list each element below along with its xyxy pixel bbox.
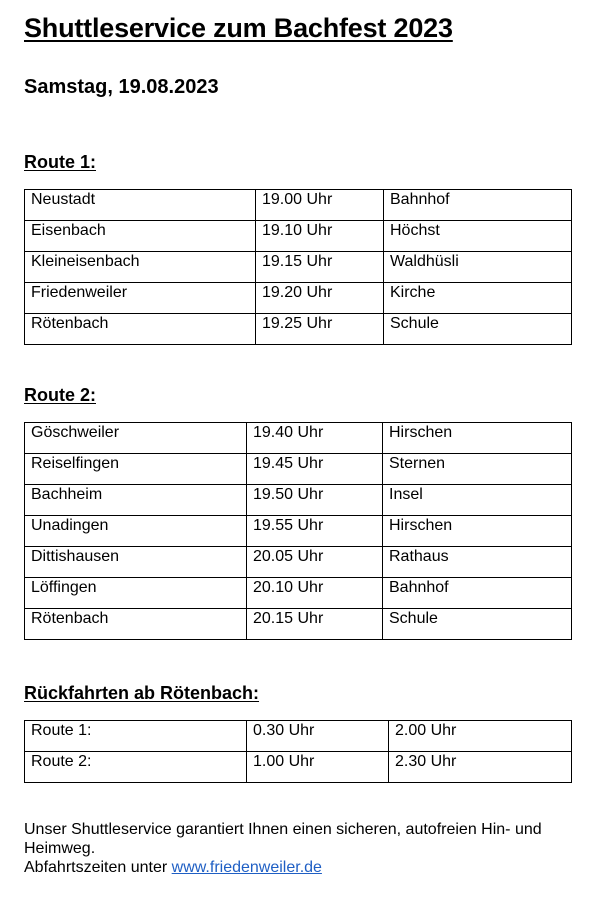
event-date: Samstag, 19.08.2023: [24, 76, 219, 98]
stop-name: Rötenbach: [25, 314, 256, 345]
departure-time: 19.55 Uhr: [247, 516, 383, 547]
route2-row: [25, 609, 572, 640]
returns-table: [24, 720, 572, 783]
departure-time: 20.15 Uhr: [247, 609, 383, 640]
stop-name: Dittishausen: [25, 547, 247, 578]
departure-time: 19.25 Uhr: [256, 314, 384, 345]
stop-name: Rötenbach: [25, 609, 247, 640]
departure-time: 20.05 Uhr: [247, 547, 383, 578]
stop-location: Rathaus: [383, 547, 572, 578]
footer-line1: Unser Shuttleservice garantiert Ihnen einen sicheren, autofreien Hin- und Heimweg.: [24, 821, 542, 857]
route2-row: [25, 423, 572, 454]
stop-location: Waldhüsli: [384, 252, 572, 283]
returns-row: [25, 752, 572, 783]
departure-time: 19.20 Uhr: [256, 283, 384, 314]
departure-time: 19.10 Uhr: [256, 221, 384, 252]
returns-row: [25, 721, 572, 752]
departure-time: 19.00 Uhr: [256, 190, 384, 221]
stop-location: Bahnhof: [384, 190, 572, 221]
route2-heading: Route 2:: [24, 385, 96, 405]
departure-time: 19.45 Uhr: [247, 454, 383, 485]
second-return-time: 2.30 Uhr: [389, 752, 572, 783]
route1-heading: Route 1:: [24, 152, 96, 172]
route-label: Route 2:: [25, 752, 247, 783]
stop-location: Schule: [383, 609, 572, 640]
route1-row: [25, 314, 572, 345]
departure-time: 19.40 Uhr: [247, 423, 383, 454]
stop-name: Bachheim: [25, 485, 247, 516]
route2-row: [25, 578, 572, 609]
departure-time: 19.50 Uhr: [247, 485, 383, 516]
first-return-time: 0.30 Uhr: [247, 721, 389, 752]
stop-location: Bahnhof: [383, 578, 572, 609]
route1-row: [25, 252, 572, 283]
stop-location: Sternen: [383, 454, 572, 485]
stop-name: Unadingen: [25, 516, 247, 547]
stop-location: Höchst: [384, 221, 572, 252]
footer-text: [24, 820, 574, 877]
stop-name: Göschweiler: [25, 423, 247, 454]
website-link[interactable]: www.friedenweiler.de: [171, 859, 322, 876]
stop-location: Hirschen: [383, 423, 572, 454]
route2-row: [25, 516, 572, 547]
stop-location: Kirche: [384, 283, 572, 314]
stop-location: Hirschen: [383, 516, 572, 547]
stop-name: Eisenbach: [25, 221, 256, 252]
route2-row: [25, 454, 572, 485]
route1-row: [25, 190, 572, 221]
stop-name: Neustadt: [25, 190, 256, 221]
departure-time: 19.15 Uhr: [256, 252, 384, 283]
route1-table: [24, 189, 572, 345]
route1-row: [25, 221, 572, 252]
stop-location: Schule: [384, 314, 572, 345]
page-title: Shuttleservice zum Bachfest 2023: [24, 13, 453, 43]
stop-name: Reiselfingen: [25, 454, 247, 485]
stop-name: Kleineisenbach: [25, 252, 256, 283]
stop-name: Friedenweiler: [25, 283, 256, 314]
route1-row: [25, 283, 572, 314]
route-label: Route 1:: [25, 721, 247, 752]
stop-location: Insel: [383, 485, 572, 516]
second-return-time: 2.00 Uhr: [389, 721, 572, 752]
returns-heading: Rückfahrten ab Rötenbach:: [24, 683, 260, 703]
route2-row: [25, 485, 572, 516]
route2-table: [24, 422, 572, 640]
first-return-time: 1.00 Uhr: [247, 752, 389, 783]
footer-line2-prefix: Abfahrtszeiten unter: [24, 859, 172, 876]
route2-row: [25, 547, 572, 578]
stop-name: Löffingen: [25, 578, 247, 609]
departure-time: 20.10 Uhr: [247, 578, 383, 609]
